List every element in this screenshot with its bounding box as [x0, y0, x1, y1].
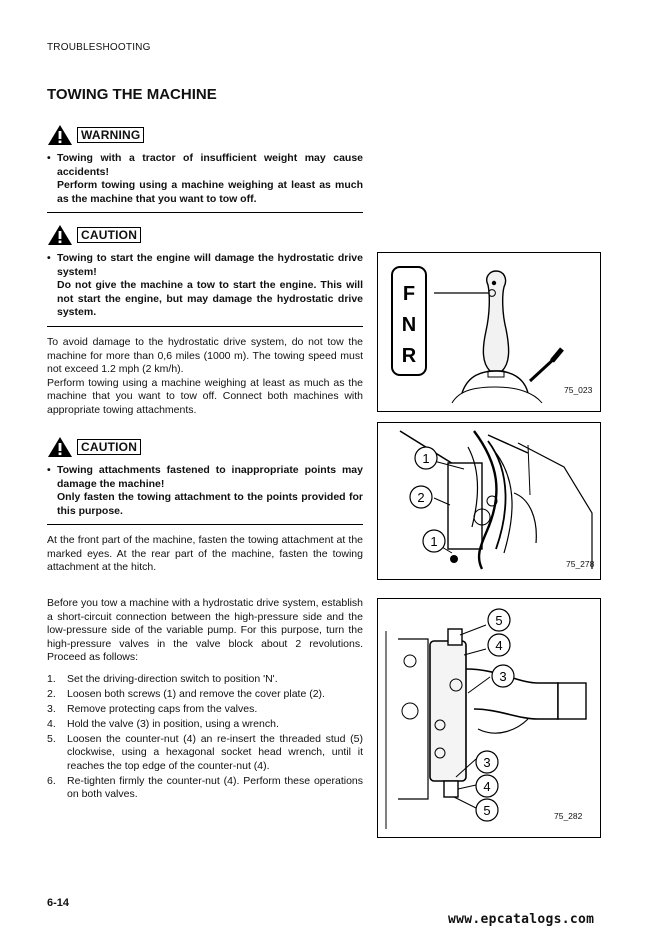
callout-3: 3 — [499, 669, 507, 684]
list-item: 1. Set the driving-direction switch to position 'N'. — [47, 672, 278, 685]
figure-direction-switch — [377, 252, 601, 412]
callout-2: 2 — [417, 490, 425, 505]
callout-4: 4 — [495, 638, 503, 653]
warning-label: WARNING — [77, 127, 144, 143]
warning-text: Perform towing using a machine weighing at least as much as the machine that you want to tow off. — [57, 179, 363, 205]
callout-1: 1 — [430, 534, 438, 549]
caution-bullet: Towing to start the engine will damage the hydrostatic drive system! — [57, 252, 363, 278]
letter-n: N — [401, 314, 417, 336]
valve-block-illustration — [378, 599, 600, 837]
list-item: 5. Loosen the counter-nut (4) an re-insert the threaded stud (5) clockwise, using a hexagonal socket head wrench, until it reaches the top edge of the counter-nut (4). — [47, 732, 363, 772]
warning-notice — [47, 124, 363, 213]
caution-bullet: Towing attachments fastened to inappropriate points may damage the machine! — [57, 464, 363, 490]
bullet-icon: • — [47, 152, 51, 164]
running-header: TROUBLESHOOTING — [47, 42, 151, 53]
caution-text: Do not give the machine a tow to start the engine. This will not start the engine, but may damage the hydrostatic drive system. — [57, 279, 363, 318]
callout-5: 5 — [495, 613, 503, 628]
cover-plate-illustration — [378, 423, 600, 579]
list-item: 2. Loosen both screws (1) and remove the cover plate (2). — [47, 687, 325, 700]
page-number: 6-14 — [47, 897, 70, 909]
list-item: 6. Re-tighten firmly the counter-nut (4). Perform these operations on both valves. — [47, 774, 363, 800]
callout-4: 4 — [483, 779, 491, 794]
figure-cover-plate — [377, 422, 601, 580]
letter-f: F — [402, 283, 416, 305]
figure-code: 75_023 — [564, 385, 593, 395]
caution-label: CAUTION — [77, 227, 141, 243]
paragraph-attachment-points: At the front part of the machine, fasten the towing attachment at the marked eyes. At the rear part of the machine, fasten the towing attachment at the hitch. — [47, 534, 363, 573]
warning-triangle-icon — [47, 124, 73, 146]
warning-triangle-icon — [47, 224, 73, 246]
figure-code: 75_282 — [554, 811, 583, 821]
paragraph-text: Before you tow a machine with a hydrostatic drive system, establish a short-circuit connection between the high-pressure side and the low-pressure side of the variable pump. For this purpose, turn the high-pressure valves in the valve block about 2 revolutions. Proceed as follows: — [47, 597, 363, 663]
paragraph-text: Perform towing using a machine weighing at least as much as the machine that you want to tow off. Connect both machines with appropriate towing attachments. — [47, 376, 363, 416]
letter-r: R — [401, 345, 417, 367]
caution-text: Only fasten the towing attachment to the points provided for this purpose. — [57, 491, 363, 517]
warning-triangle-icon — [47, 436, 73, 458]
caution-notice-2 — [47, 436, 363, 525]
warning-bullet: Towing with a tractor of insufficient weight may cause accidents! — [57, 152, 363, 178]
caution-label: CAUTION — [77, 439, 141, 455]
paragraph-tow-limits — [47, 336, 363, 417]
list-item: 4. Hold the valve (3) in position, using a wrench. — [47, 717, 279, 730]
callout-3: 3 — [483, 755, 491, 770]
figure-valve-block — [377, 598, 601, 838]
figure-code: 75_278 — [566, 559, 595, 569]
callout-5: 5 — [483, 803, 491, 818]
bullet-icon: • — [47, 464, 51, 476]
paragraph-text: To avoid damage to the hydrostatic drive system, do not tow the machine for more than 0,6 miles (1000 m). The towing speed must not exceed 1.2 mph (2 km/h). — [47, 336, 363, 375]
procedure-section — [47, 597, 363, 803]
caution-notice-1 — [47, 224, 363, 327]
callout-1: 1 — [422, 451, 430, 466]
list-item: 3. Remove protecting caps from the valves. — [47, 702, 258, 715]
page-title: TOWING THE MACHINE — [47, 86, 217, 103]
procedure-steps — [47, 673, 363, 802]
bullet-icon: • — [47, 252, 51, 264]
watermark-url: www.epcatalogs.com — [448, 912, 595, 927]
